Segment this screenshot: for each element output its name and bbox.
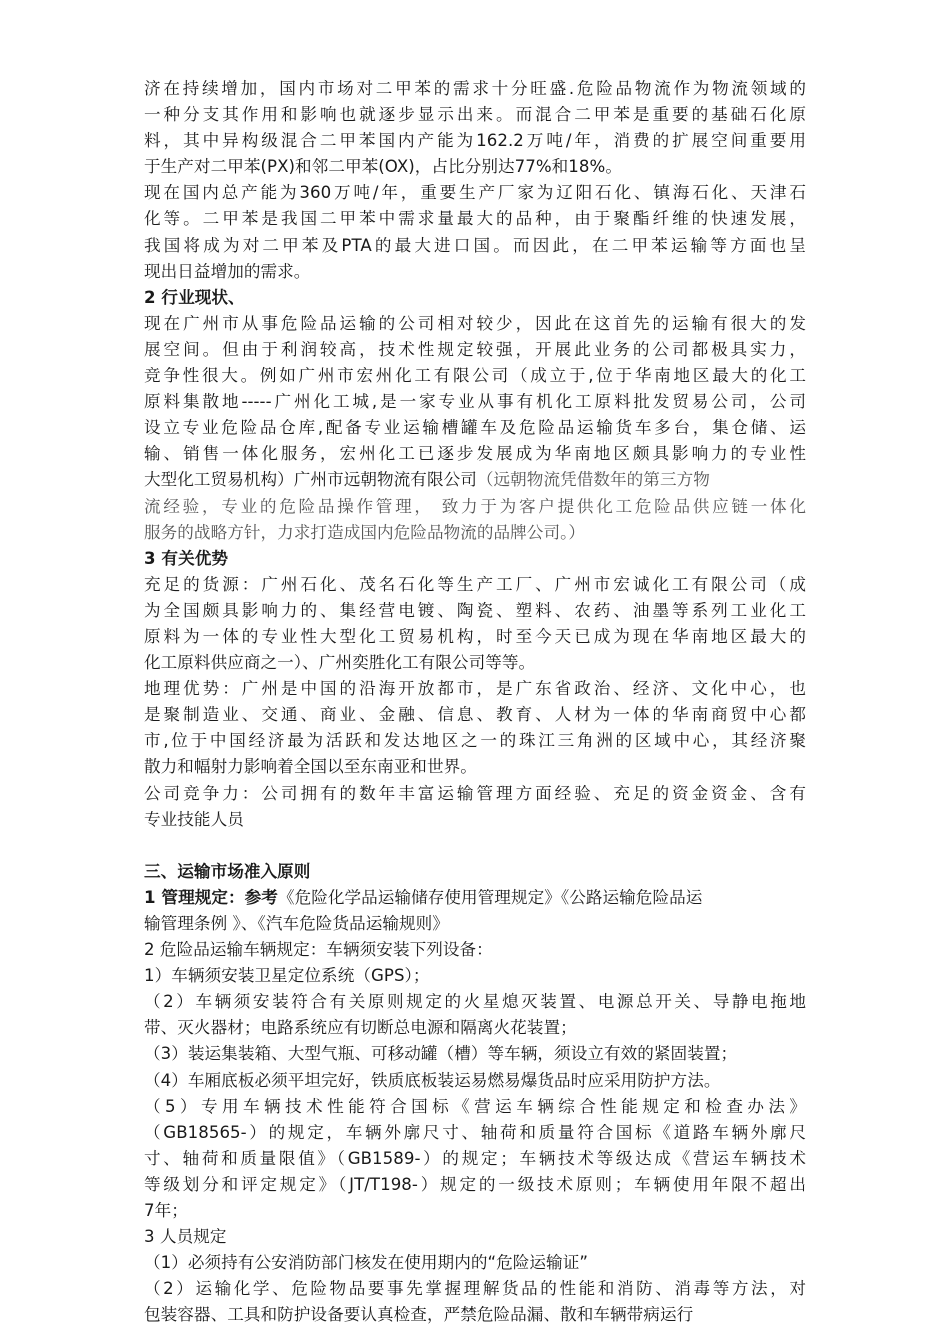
text-line: 于生产对二甲苯(PX)和邻二甲苯(OX)，占比分别达77%和18%。	[144, 157, 622, 177]
paragraph-supply	[144, 572, 806, 676]
rule-personnel-items	[144, 1250, 806, 1328]
paragraph-geography	[144, 676, 806, 780]
text-line: 料，其中异构级混合二甲苯国内产能为162.2万吨/年，消费的扩展空间重要用	[144, 131, 806, 151]
paragraph-capacity	[144, 180, 806, 284]
text-line: 现出日益增加的需求。	[144, 261, 311, 281]
text-line: 展空间。但由于利润较高，技术性规定较强，开展此业务的公司都极具实力，	[144, 339, 806, 359]
text-line: 散力和幅射力影响着全国以至东南亚和世界。	[144, 757, 477, 777]
text-line: 竞争性很大。例如广州市宏州化工有限公司（成立于,位于华南地区最大的化工	[144, 366, 806, 386]
list-item: （3）装运集装箱、大型气瓶、可移动罐（槽）等车辆，须设立有效的紧固装置；	[144, 1044, 738, 1064]
list-item: （2）车辆须安装符合有关原则规定的火星熄灭装置、电源总开关、导静电拖地	[144, 992, 806, 1012]
text-line: 专业技能人员	[144, 809, 244, 829]
text-line: 现在广州市从事危险品运输的公司相对较少，因此在这首先的运输有很大的发	[144, 313, 806, 333]
text-line: 输管理条例 》、《汽车危险货品运输规则》	[144, 914, 449, 933]
text-line: 化等。二甲苯是我国二甲苯中需求量最大的品种，由于聚酯纤维的快速发展，	[144, 209, 806, 229]
rule-personnel-title: 3 人员规定	[144, 1227, 227, 1247]
text-line	[144, 467, 806, 493]
text-line: 现在国内总产能为360万吨/年，重要生产厂家为辽阳石化、镇海石化、天津石	[144, 183, 806, 203]
text-segment: 大型化工贸易机构）广州市远朝物流有限公司	[144, 470, 477, 490]
paragraph-competitiveness	[144, 781, 806, 833]
text-line: 济在持续增加，国内市场对二甲苯的需求十分旺盛.危险品物流作为物流领域的	[144, 79, 806, 98]
text-line: 地理优势：广州是中国的沿海开放都市，是广东省政治、经济、文化中心，也	[144, 679, 806, 699]
text-line: 化工原料供应商之一）、广州奕胜化工有限公司等等。	[144, 653, 536, 673]
blank-line	[144, 833, 806, 859]
section-title-market-access: 三、运输市场准入原则	[144, 861, 311, 881]
rule-label-bold: 1 管理规定：参考	[144, 887, 278, 907]
text-line	[144, 885, 806, 911]
text-line: 为全国颇具影响力的、集经营电镀、陶瓷、塑料、农药、油墨等系列工业化工	[144, 600, 806, 620]
list-item: （1）必须持有公安消防部门核发在使用期内的“危险运输证”	[144, 1253, 588, 1273]
text-line: 一种分支其作用和影响也就逐步显示出来。而混合二甲苯是重要的基础石化原	[144, 105, 806, 125]
text-line: 原料集散地-----广州化工城,是一家专业从事有机化工原料批发贸易公司，公司	[144, 392, 806, 412]
list-item: 带、灭火器材；电路系统应有切断总电源和隔离火花装置；	[144, 1018, 577, 1038]
list-item: （5）专用车辆技术性能符合国标《营运车辆综合性能规定和检查办法》	[144, 1096, 806, 1116]
list-item: 包装容器、工具和防护设备要认真检查，严禁危险品漏、散和车辆带病运行	[144, 1305, 694, 1325]
list-item: 7年；	[144, 1201, 188, 1221]
list-item: 等级划分和评定规定》（JT/T198-）规定的一级技术原则；车辆使用年限不超出	[144, 1174, 806, 1194]
text-line-grey: 流经验，专业的危险品操作管理， 致力于为客户提供化工危险品供应链一体化	[144, 496, 806, 516]
text-line: 充足的货源：广州石化、茂名石化等生产工厂、广州市宏诚化工有限公司（成	[144, 574, 806, 594]
text-line: 市,位于中国经济最为活跃和发达地区之一的珠江三角洲的区域中心，其经济聚	[144, 731, 806, 751]
text-line-grey: 服务的战略方针，力求打造成国内危险品物流的品牌公司。）	[144, 522, 586, 542]
rule-vehicle-items	[144, 963, 806, 1224]
text-line: 是聚制造业、交通、商业、金融、信息、教育、人材为一体的华南商贸中心都	[144, 705, 806, 725]
list-item: （GB18565-）的规定，车辆外廓尺寸、轴荷和质量符合国标《道路车辆外廓尺	[144, 1122, 806, 1142]
heading-advantages: 3 有关优势	[144, 548, 228, 568]
text-line: 我国将成为对二甲苯及PTA的最大进口国。而因此，在二甲苯运输等方面也呈	[144, 235, 806, 255]
rule-vehicle-title: 2 危险品运输车辆规定：车辆须安装下列设备：	[144, 940, 493, 960]
paragraph-industry-status	[144, 311, 806, 546]
heading-industry-status: 2 行业现状、	[144, 287, 245, 307]
list-item: 1）车辆须安装卫星定位系统（GPS）；	[144, 966, 430, 986]
text-line: 公司竞争力：公司拥有的数年丰富运输管理方面经验、充足的资金资金、含有	[144, 783, 806, 803]
paragraph-xylene-demand	[144, 76, 806, 180]
list-item: 寸、轴荷和质量限值》（GB1589-）的规定；车辆技术等级达成《营运车辆技术	[144, 1148, 806, 1168]
text-line: 设立专业危险品仓库,配备专业运输槽罐车及危险品运输货车多台，集仓储、运	[144, 418, 806, 438]
text-line: 原料为一体的专业性大型化工贸易机构，时至今天已成为现在华南地区最大的	[144, 626, 806, 646]
list-item: （2）运输化学、危险物品要事先掌握理解货品的性能和消防、消毒等方法，对	[144, 1279, 806, 1299]
text-line: 输、销售一体化服务，宏州化工已逐步发展成为华南地区颇具影响力的专业性	[144, 444, 806, 464]
rule-management	[144, 885, 806, 937]
text-segment: 《危险化学品运输储存使用管理规定》《公路运输危险品运	[277, 887, 703, 907]
list-item: （4）车厢底板必须平坦完好，铁质底板装运易燃易爆货品时应采用防护方法。	[144, 1070, 721, 1090]
text-segment-grey: （远朝物流凭借数年的第三方物	[476, 470, 710, 490]
